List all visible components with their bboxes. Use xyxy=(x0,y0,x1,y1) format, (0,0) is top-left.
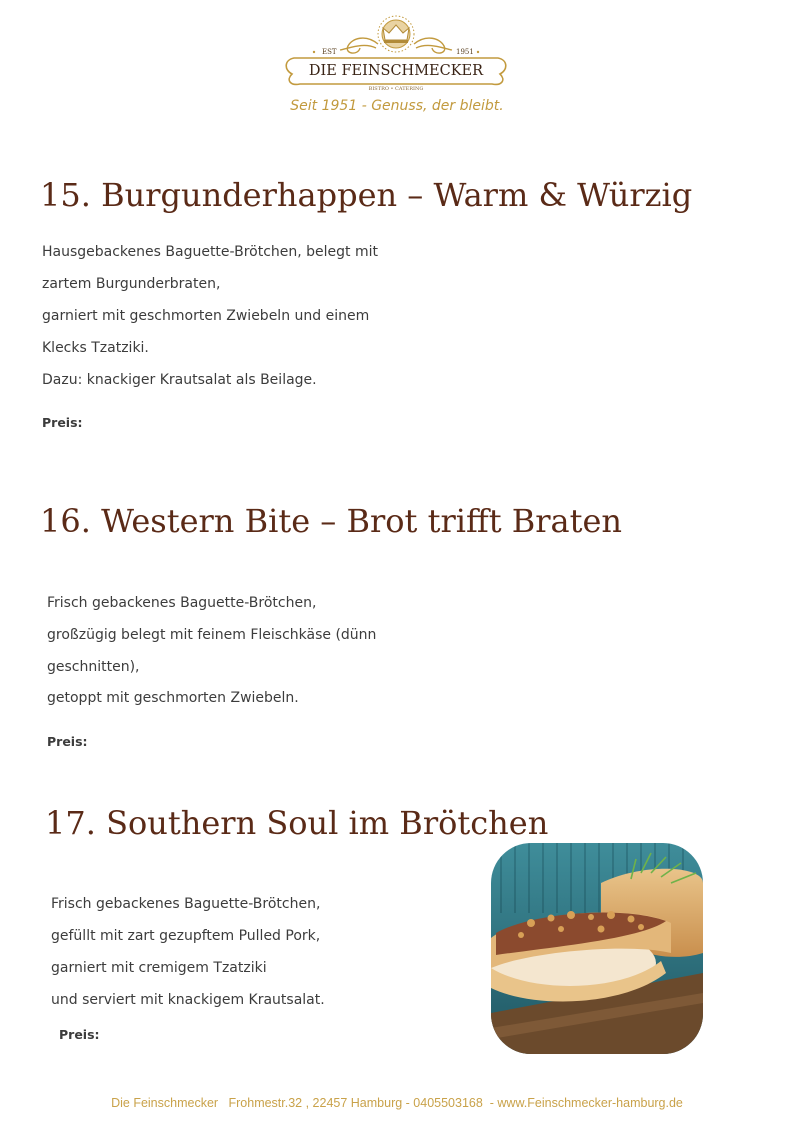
brand-name: DIE FEINSCHMECKER xyxy=(308,63,484,79)
item-17-desc-line: und serviert mit knackigem Krautsalat. xyxy=(51,992,325,1008)
est-label: EST xyxy=(322,48,337,56)
item-17-desc-line: garniert mit cremigem Tzatziki xyxy=(51,960,267,976)
item-15-desc-line: garniert mit geschmorten Zwiebeln und einem xyxy=(42,308,370,324)
item-15-price-label: Preis: xyxy=(42,415,83,430)
item-16-desc-line: Frisch gebackenes Baguette-Brötchen, xyxy=(47,595,317,611)
item-17-title: 17. Southern Soul im Brötchen xyxy=(45,804,549,842)
crown-icon xyxy=(378,16,414,52)
item-15-title: 15. Burgunderhappen – Warm & Würzig xyxy=(40,176,693,214)
item-17-desc-line: Frisch gebackenes Baguette-Brötchen, xyxy=(51,896,321,912)
item-17-price-label: Preis: xyxy=(59,1027,100,1042)
footer-contact: Die Feinschmecker Frohmestr.32 , 22457 Hamburg - 0405503168 - www.Feinschmecker-hamburg.de xyxy=(111,1096,683,1110)
item-15-desc-line: Dazu: knackiger Krautsalat als Beilage. xyxy=(42,372,317,388)
ornament-left xyxy=(340,38,378,53)
tagline: Seit 1951 - Genuss, der bleibt. xyxy=(290,98,504,114)
item-15-desc-line: zartem Burgunderbraten, xyxy=(42,276,221,292)
ornament-right xyxy=(414,38,452,53)
item-17-desc-line: gefüllt mit zart gezupftem Pulled Pork, xyxy=(51,928,321,944)
item-15-desc-line: Hausgebackenes Baguette-Brötchen, belegt mit xyxy=(42,244,378,260)
pulled-pork-sandwich-photo xyxy=(491,843,703,1054)
item-16-title: 16. Western Bite – Brot trifft Braten xyxy=(40,502,623,540)
item-15-desc-line: Klecks Tzatziki. xyxy=(42,340,149,356)
item-16-desc-line: großzügig belegt mit feinem Fleischkäse (dünn xyxy=(47,627,377,643)
year-label: 1951 xyxy=(456,48,474,56)
brand-subline: BISTRO • CATERING xyxy=(368,86,424,92)
item-16-price-label: Preis: xyxy=(47,734,88,749)
item-16-desc-line: geschnitten), xyxy=(47,659,140,675)
item-16-desc-line: getoppt mit geschmorten Zwiebeln. xyxy=(47,690,299,706)
die-feinschmecker-logo xyxy=(280,12,512,92)
